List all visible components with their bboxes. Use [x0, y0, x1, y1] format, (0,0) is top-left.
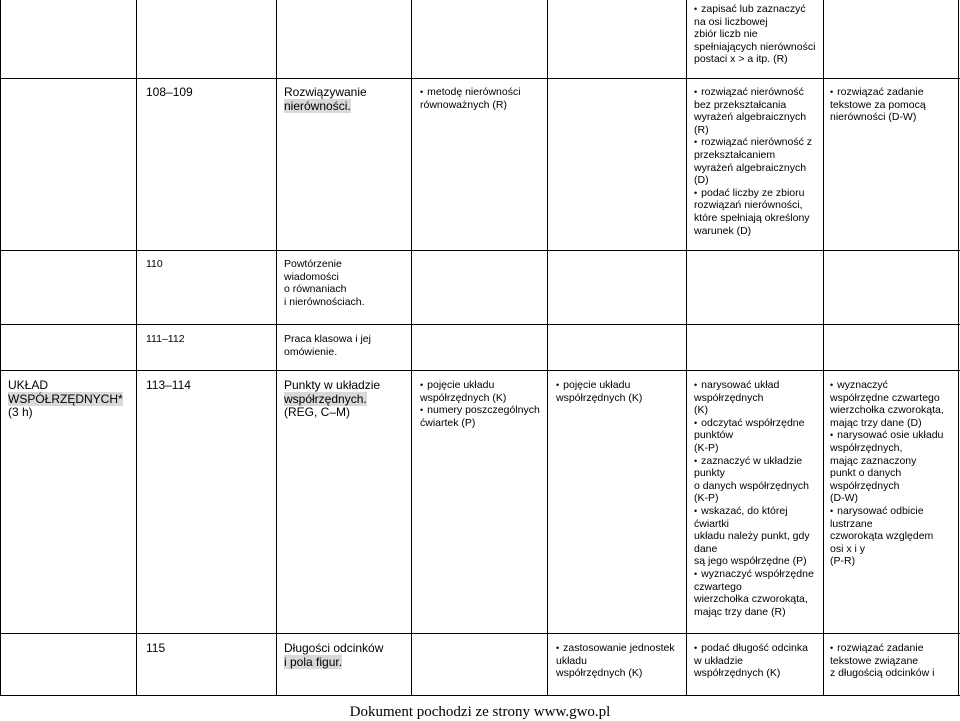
- bullet-item: • podać długość odcinka: [694, 642, 808, 655]
- text-line: o danych współrzędnych: [694, 479, 809, 492]
- footer-source-note: Dokument pochodzi ze strony www.gwo.pl: [349, 704, 611, 720]
- text-line: (K-P): [694, 492, 719, 505]
- cell-r113-section: [8, 379, 123, 420]
- text-line: ćwiartek (P): [420, 416, 476, 429]
- text-line: równoważnych (R): [420, 98, 507, 111]
- bullet-item: • metodę nierówności: [420, 86, 521, 99]
- text-line: Powtórzenie: [284, 258, 342, 270]
- text-line: nierówności (D-W): [830, 111, 917, 124]
- column-divider: [136, 0, 137, 696]
- text-line: wyrażeń algebraicznych: [694, 111, 807, 124]
- text-line: postaci x > a itp. (R): [694, 53, 788, 66]
- text-line: rozwiązań nierówności,: [694, 199, 803, 212]
- column-divider: [411, 0, 412, 696]
- text-line: współrzędnych: [830, 479, 900, 492]
- text-line: 111–112: [146, 333, 185, 345]
- text-line: współrzędnych (K): [556, 667, 643, 680]
- text-line: (R): [694, 123, 709, 136]
- cell-r110-lesson-number: [146, 258, 163, 271]
- text-line: (D): [694, 174, 709, 187]
- text-line: mając zaznaczony: [830, 454, 917, 467]
- bullet-item: • narysować osie układu: [830, 429, 944, 442]
- cell-r113-extended-requirements: [830, 379, 944, 568]
- bullet-item: • wyznaczyć współrzędne: [694, 568, 814, 581]
- text-line: Punkty w układzie: [284, 378, 381, 392]
- text-line: spełniających nierówności: [694, 40, 816, 53]
- bullet-item: • zaznaczyć w układzie: [694, 455, 814, 468]
- text-line: (P-R): [830, 555, 856, 568]
- text-line: 115: [146, 641, 166, 655]
- text-line: 113–114: [146, 378, 191, 392]
- bullet-item: • narysować odbicie: [830, 505, 944, 518]
- row-divider: [0, 695, 960, 696]
- text-line: układu należy punkt, gdy: [694, 530, 810, 543]
- bullet-item: • odczytać współrzędne: [694, 417, 814, 430]
- text-line: zbiór liczb nie: [694, 28, 758, 41]
- bullet-item: • rozwiązać nierówność: [694, 86, 812, 99]
- cell-r111-lesson-number: [146, 333, 185, 346]
- column-divider: [547, 0, 548, 696]
- bullet-item: • narysować układ: [694, 379, 814, 392]
- text-line: i pola figur.: [284, 654, 343, 669]
- text-line: lustrzane: [830, 517, 873, 530]
- text-line: czworokąta względem: [830, 530, 934, 543]
- cell-r111-topic: [284, 333, 371, 358]
- text-line: wierzchołka czworokąta,: [830, 404, 944, 417]
- text-line: wyrażeń algebraicznych: [694, 161, 807, 174]
- text-line: dane: [694, 542, 718, 555]
- cell-r113-content-b: [556, 379, 642, 404]
- text-line: Praca klasowa i jej: [284, 333, 371, 345]
- cell-r113-content: [420, 379, 540, 429]
- bullet-item: • rozwiązać zadanie: [830, 642, 934, 655]
- text-line: tekstowe związane: [830, 654, 919, 667]
- text-line: przekształcaniem: [694, 148, 776, 161]
- bullet-item: • numery poszczególnych: [420, 404, 540, 417]
- text-line: współrzędnych.: [284, 391, 367, 406]
- cell-r113-basic-requirements: [694, 379, 814, 618]
- text-line: wiadomości: [284, 270, 339, 283]
- text-line: w układzie: [694, 654, 744, 667]
- text-line: (K): [694, 404, 708, 417]
- text-line: z długością odcinków i: [830, 667, 935, 680]
- text-line: punktów: [694, 429, 734, 442]
- text-line: układu: [556, 654, 587, 667]
- text-line: współrzędnych (K): [556, 391, 643, 404]
- text-line: (K-P): [694, 441, 719, 454]
- cell-r113-topic: [284, 379, 380, 420]
- cell-r110-topic: [284, 258, 365, 308]
- text-line: Rozwiązywanie: [284, 85, 367, 99]
- column-divider: [823, 0, 824, 696]
- cell-r115-basic-requirements: [694, 642, 808, 680]
- text-line: punkt o danych: [830, 467, 902, 480]
- row-divider: [0, 324, 960, 325]
- row-divider: [0, 370, 960, 371]
- row-divider: [0, 633, 960, 634]
- text-line: (D-W): [830, 492, 858, 505]
- row-divider: [0, 78, 960, 79]
- text-line: są jego współrzędne (P): [694, 555, 807, 568]
- text-line: ćwiartki: [694, 517, 730, 530]
- text-line: które spełniają określony: [694, 211, 810, 224]
- text-line: omówienie.: [284, 345, 338, 358]
- text-line: (REG, C–M): [284, 405, 350, 419]
- cell-r108-basic-requirements: [694, 86, 812, 237]
- bullet-item: • wskazać, do której: [694, 505, 814, 518]
- cell-r108-lesson-number: [146, 86, 193, 100]
- text-line: współrzędnych: [694, 391, 764, 404]
- text-line: na osi liczbowej: [694, 15, 768, 28]
- bullet-item: • rozwiązać zadanie: [830, 86, 926, 99]
- text-line: mając trzy dane (R): [694, 605, 786, 618]
- bullet-item: • rozwiązać nierówność z: [694, 136, 812, 149]
- column-divider: [958, 0, 959, 696]
- cell-r108-topic: [284, 86, 367, 113]
- cell-r115-content-b: [556, 642, 675, 680]
- cell-r108-content: [420, 86, 521, 111]
- text-line: o równaniach: [284, 283, 347, 296]
- text-line: współrzędnych,: [830, 441, 903, 454]
- text-line: i nierównościach.: [284, 295, 365, 308]
- text-line: współrzędnych (K): [694, 667, 781, 680]
- text-line: 110: [146, 258, 163, 270]
- column-divider: [0, 0, 1, 696]
- cell-r115-lesson-number: [146, 642, 165, 656]
- text-line: nierówności.: [284, 98, 351, 113]
- cell-r115-extended-requirements: [830, 642, 934, 680]
- text-line: 108–109: [146, 85, 193, 99]
- row-divider: [0, 250, 960, 251]
- bullet-item: • zapisać lub zaznaczyć: [694, 3, 815, 16]
- text-line: warunek (D): [694, 224, 752, 237]
- cell-r115-topic: [284, 642, 383, 669]
- text-line: mając trzy dane (D): [830, 416, 922, 429]
- cell-r113-lesson-number: [146, 379, 191, 393]
- text-line: punkty: [694, 467, 725, 480]
- text-line: osi x i y: [830, 542, 866, 555]
- text-line: współrzędne czwartego: [830, 391, 940, 404]
- column-divider: [686, 0, 687, 696]
- bullet-item: • wyznaczyć: [830, 379, 944, 392]
- text-line: bez przekształcania: [694, 98, 787, 111]
- text-line: tekstowe za pomocą: [830, 98, 926, 111]
- cell-top-basic-requirements: [694, 3, 815, 66]
- column-divider: [276, 0, 277, 696]
- bullet-item: • zastosowanie jednostek: [556, 642, 675, 655]
- text-line: czwartego: [694, 580, 742, 593]
- bullet-item: • podać liczby ze zbioru: [694, 187, 812, 200]
- text-line: wierzchołka czworokąta,: [694, 593, 808, 606]
- text-line: WSPÓŁRZĘDNYCH*: [8, 391, 123, 406]
- cell-r108-extended-requirements: [830, 86, 926, 124]
- text-line: UKŁAD: [8, 378, 49, 392]
- bullet-item: • pojęcie układu: [556, 379, 642, 392]
- bullet-item: • pojęcie układu: [420, 379, 540, 392]
- text-line: Długości odcinków: [284, 641, 384, 655]
- text-line: współrzędnych (K): [420, 391, 507, 404]
- text-line: (3 h): [8, 405, 33, 419]
